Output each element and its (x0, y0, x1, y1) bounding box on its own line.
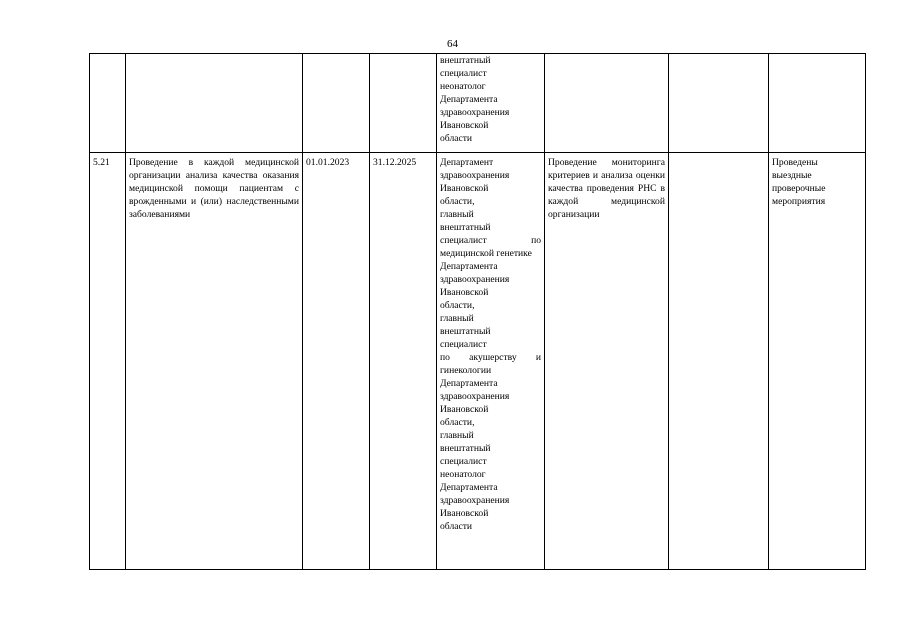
cell-end-date (370, 54, 437, 153)
cell-number: 5.21 (90, 153, 126, 570)
cell-start-date: 01.01.2023 (303, 153, 370, 570)
cell-indicator (545, 54, 669, 153)
table-row-5-21 (90, 153, 866, 570)
cell-event: Проведение в каждой медицинской организации анализа качества оказания медицинской помощи пациентам с врожденными и (или) наследственными заболеваниями (126, 153, 303, 570)
plan-table (89, 53, 866, 570)
table-row-continuation (90, 54, 866, 153)
cell-result-value (669, 153, 769, 570)
cell-responsible: внештатный специалист неонатолог Департамента здравоохранения Ивановской области (437, 54, 545, 153)
cell-outcome: Проведены выездные проверочные мероприятия (769, 153, 866, 570)
cell-responsible: Департамент здравоохранения Ивановской области, главный внештатный специалист по медицинской генетике Департамента здравоохранения Ивановской области, главный внештатный специалист по акушерству и гинекологии Департамента здравоохранения Ивановской области, главный внештатный специалист неонатолог Департамента здравоохранения Ивановской области (437, 153, 545, 570)
cell-event (126, 54, 303, 153)
cell-outcome (769, 54, 866, 153)
cell-result-value (669, 54, 769, 153)
cell-start-date (303, 54, 370, 153)
cell-indicator: Проведение мониторинга критериев и анализа оценки качества проведения РНС в каждой медицинской организации (545, 153, 669, 570)
cell-end-date: 31.12.2025 (370, 153, 437, 570)
page-number: 64 (447, 38, 458, 50)
cell-number (90, 54, 126, 153)
